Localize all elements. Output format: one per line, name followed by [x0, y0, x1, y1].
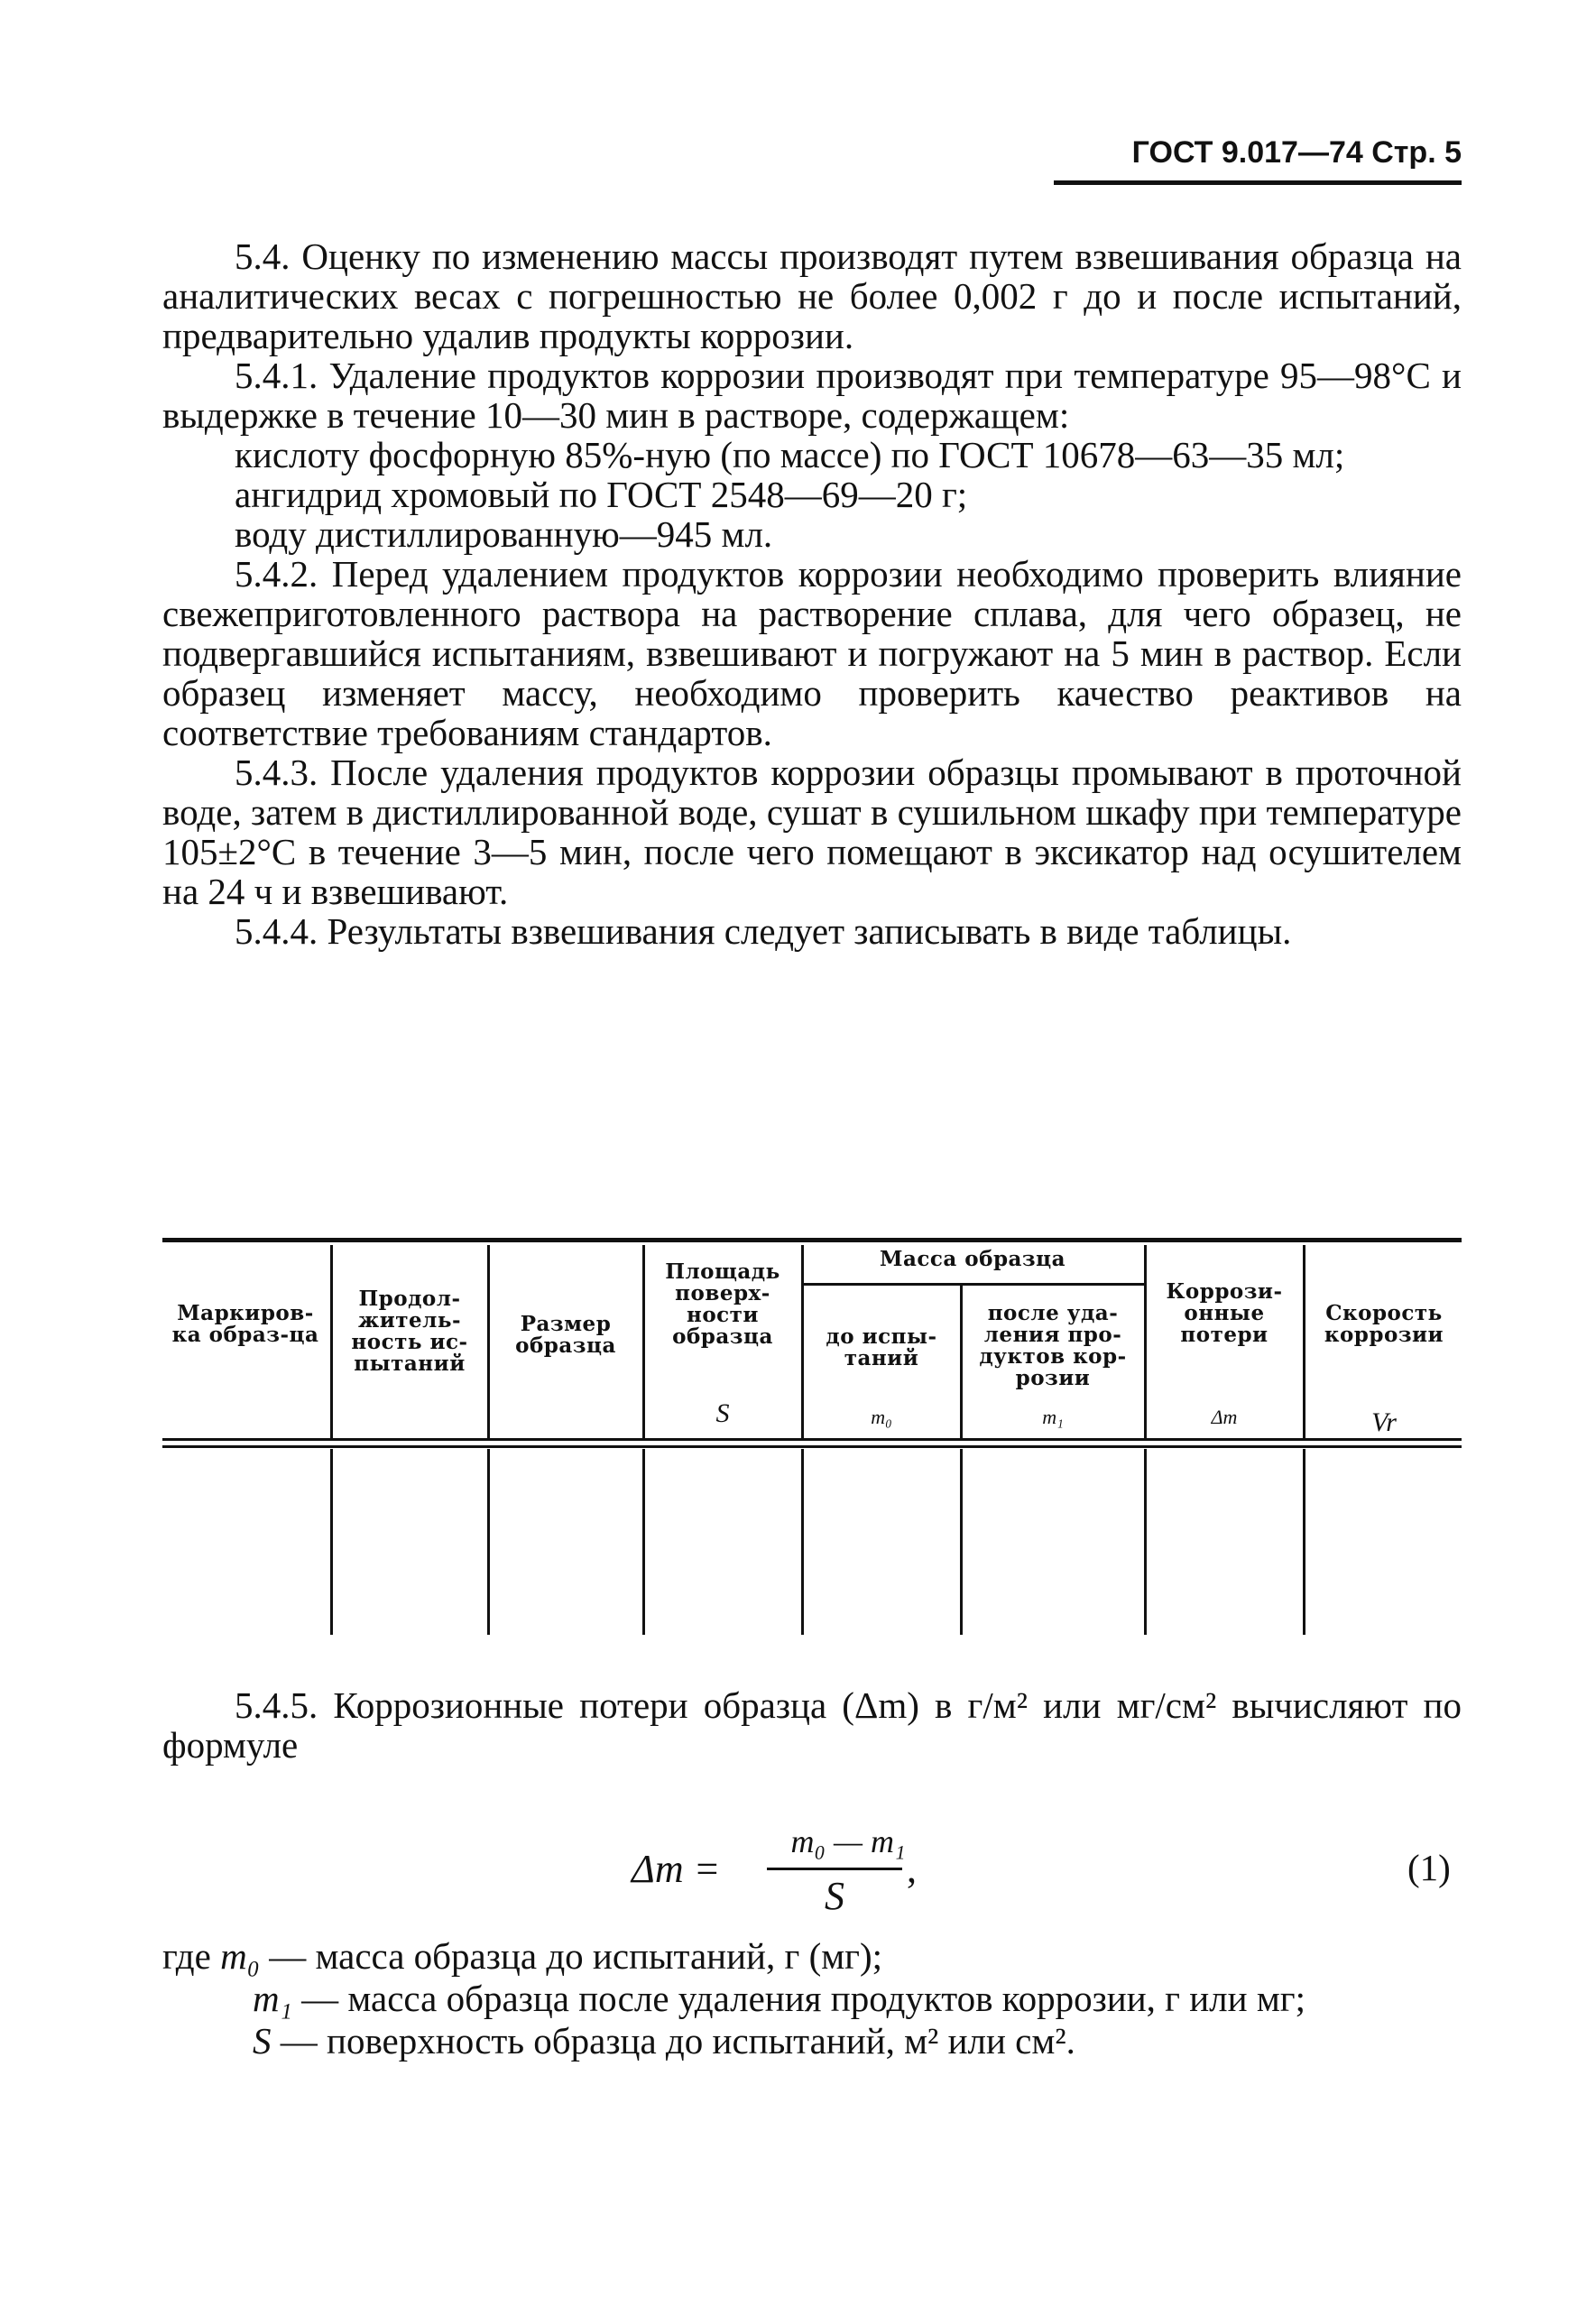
- definition-symbol: S: [253, 2020, 272, 2062]
- definition-symbol: m₀: [220, 1935, 260, 1977]
- col-symbol-m1: m₁: [1042, 1406, 1064, 1428]
- reagent-item-acid: кислоту фосфорную 85%-ную (по массе) по ГОСТ 10678—63—35 мл;: [235, 434, 1345, 475]
- formula-comma: ,: [907, 1847, 917, 1891]
- col-symbol-m0: m₀: [871, 1406, 892, 1428]
- formula-1: [632, 1822, 974, 1931]
- table-group-rule: [801, 1283, 1144, 1286]
- page-header: ГОСТ 9.017—74 Стр. 5: [1131, 135, 1462, 170]
- col-header-after: после уда-ления про-дуктов кор-розии: [979, 1301, 1127, 1390]
- table-top-rule: [162, 1238, 1462, 1242]
- definition-m0: [162, 1935, 1462, 1978]
- table-vline: [642, 1245, 645, 1438]
- table-vline: [487, 1245, 490, 1438]
- table-vline: [960, 1449, 963, 1635]
- paragraph-5-4-5: 5.4.5. Коррозионные потери образца (Δm) в г/м² или мг/см² вычисляют по формуле: [162, 1684, 1462, 1766]
- table-header-rule-double: [162, 1445, 1462, 1448]
- definition-text: — поверхность образца до испытаний, м² или см².: [271, 2020, 1075, 2062]
- formula-denominator: S: [825, 1874, 844, 1918]
- formula-numerator: m₀ — m₁: [790, 1823, 906, 1859]
- fraction-bar: [767, 1868, 902, 1870]
- paragraph-5-4: 5.4. Оценку по изменению массы производят путем взвешивания образца на аналитических весах с погрешностью не более 0,002 г до и после испытаний, предварительно удалив продукты коррозии.: [162, 235, 1462, 356]
- table-vline: [1303, 1449, 1305, 1635]
- definition-text: — масса образца после удаления продуктов коррозии, г или мг;: [291, 1978, 1305, 2019]
- col-header-rate: Скорость коррозии: [1324, 1301, 1444, 1347]
- table-vline: [1144, 1449, 1147, 1635]
- table-vline: [801, 1245, 804, 1438]
- col-group-mass: Масса образца: [879, 1247, 1066, 1271]
- definition-symbol: m₁: [253, 1978, 292, 2019]
- table-vline: [1303, 1245, 1305, 1438]
- table-header-rule: [162, 1438, 1462, 1441]
- definition-m1: [162, 1978, 1462, 2020]
- col-header-area: Площадь поверх-ности образца: [665, 1259, 780, 1349]
- table-vline: [330, 1449, 333, 1635]
- table-vline: [960, 1285, 963, 1438]
- where-word: где: [162, 1935, 211, 1977]
- col-header-losses: Коррози-онные потери: [1166, 1279, 1283, 1347]
- table-vline: [487, 1449, 490, 1635]
- reagent-item-anhydride: ангидрид хромовый по ГОСТ 2548—69—20 г;: [235, 474, 968, 515]
- table-vline: [642, 1449, 645, 1635]
- col-symbol-delta-m: Δm: [1211, 1406, 1238, 1428]
- definition-s: [162, 2020, 1462, 2062]
- formula-number: (1): [1407, 1847, 1451, 1888]
- variable-definitions: [162, 1935, 1462, 2062]
- definition-text: — масса образца до испытаний, г (мг);: [259, 1935, 883, 1977]
- paragraph-5-4-3: 5.4.3. После удаления продуктов коррозии образцы промывают в проточной воде, затем в дистиллированной воде, сушат в сушильном шкафу при температуре 105±2°С в течение 3—5 мин, после чего помещают в эксикатор над осушителем на 24 ч и взвешивают.: [162, 752, 1462, 912]
- table-vline: [330, 1245, 333, 1438]
- main-text: [162, 236, 1462, 951]
- col-header-before: до испы-таний: [826, 1324, 937, 1370]
- col-symbol-vr: Vr: [1371, 1407, 1397, 1437]
- paragraph-5-4-2: 5.4.2. Перед удалением продуктов коррозии необходимо проверить влияние свежеприготовленного раствора на растворение сплава, для чего образец, не подвергавшийся испытаниям, взвешивают и погружают на 5 мин в раствор. Если образец изменяет массу, необходимо проверить качество реактивов на соответствие требованиям стандартов.: [162, 553, 1462, 753]
- col-header-duration: Продол-житель-ность ис-пытаний: [351, 1287, 468, 1376]
- paragraph-5-4-4: 5.4.4. Результаты взвешивания следует записывать в виде таблицы.: [235, 910, 1292, 952]
- table-vline: [801, 1449, 804, 1635]
- table-vline: [1144, 1245, 1147, 1438]
- col-symbol-area: S: [715, 1398, 730, 1428]
- header-rule: [1054, 180, 1462, 185]
- reagent-item-water: воду дистиллированную—945 мл.: [235, 513, 773, 555]
- col-header-size: Размер образца: [515, 1312, 616, 1358]
- formula-intro: [162, 1685, 1462, 1765]
- formula-lhs: Δm =: [632, 1847, 721, 1891]
- paragraph-5-4-1: 5.4.1. Удаление продуктов коррозии производят при температуре 95—98°С и выдержке в течение 10—30 мин в растворе, содержащем:: [162, 355, 1462, 436]
- col-header-marking: Маркиров-ка образ-ца: [171, 1301, 319, 1347]
